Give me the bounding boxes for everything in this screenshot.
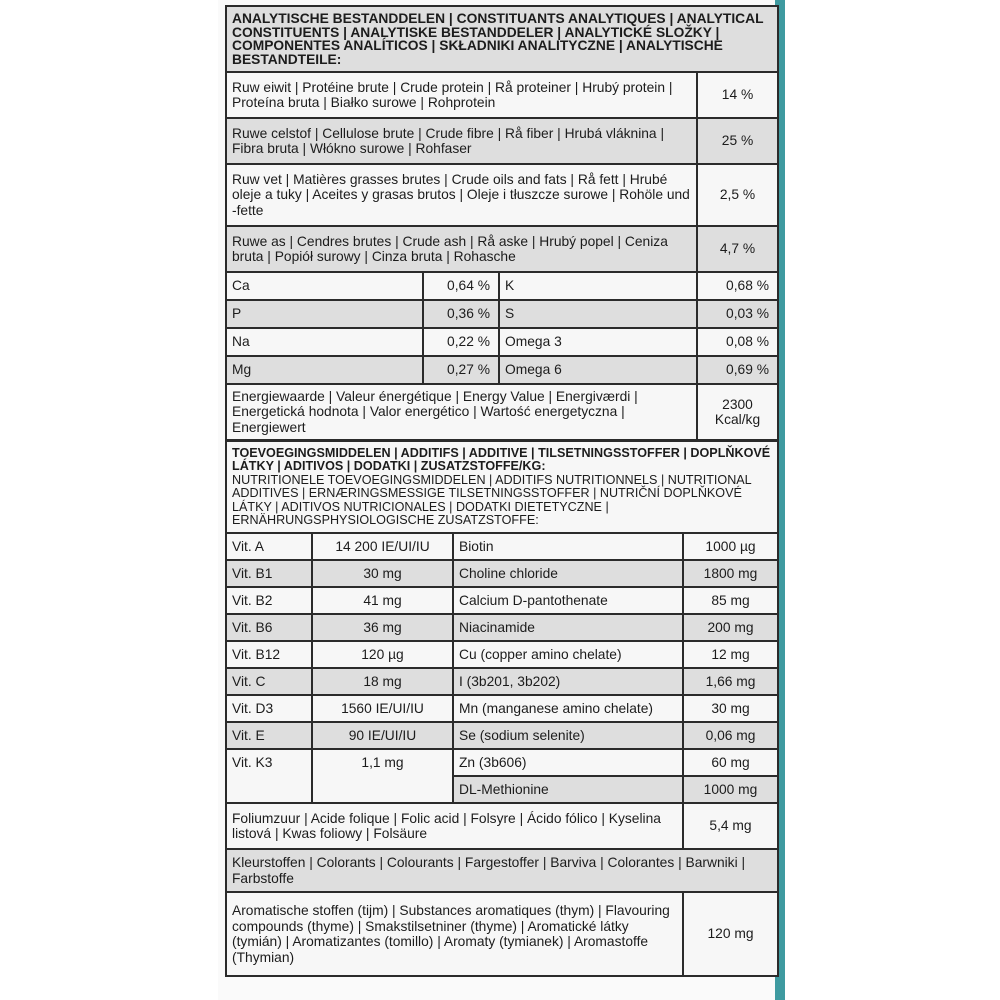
flavouring-label: Aromatische stoffen (tijm) | Substances aromatiques (thym) | Flavouring compounds (thyme) | Smakstilsetniner (thyme) | Aromatické látky (tymián) | Aromatizantes (tomillo) | Aromaty (tymianek) | Aromastoffe (Thymian)	[226, 892, 683, 976]
methionine-label: DL-Methionine	[453, 776, 683, 803]
mineral-label: P	[226, 300, 423, 328]
mineral-value: 0,64 %	[423, 272, 499, 300]
mineral-value: 0,68 %	[697, 272, 778, 300]
analytical-constituents-table	[225, 5, 779, 441]
nutrient-label: Mn (manganese amino chelate)	[453, 695, 683, 722]
protein-label: Ruw eiwit | Protéine brute | Crude protein | Rå proteiner | Hrubý protein | Proteína bruta | Białko surowe | Rohprotein	[226, 72, 697, 118]
vitamin-value: 30 mg	[312, 560, 453, 587]
vitamin-label: Vit. D3	[226, 695, 312, 722]
nutrient-value: 12 mg	[683, 641, 778, 668]
vitamin-label: Vit. A	[226, 533, 312, 560]
nutrient-label: I (3b201, 3b202)	[453, 668, 683, 695]
vitamin-value: 14 200 IE/UI/IU	[312, 533, 453, 560]
protein-value: 14 %	[697, 72, 778, 118]
nutrient-label: Calcium D-pantothenate	[453, 587, 683, 614]
fibre-value: 25 %	[697, 118, 778, 164]
mineral-value: 0,27 %	[423, 356, 499, 384]
nutrient-value: 1,66 mg	[683, 668, 778, 695]
folic-acid-value: 5,4 mg	[683, 803, 778, 849]
energy-value: 2300 Kcal/kg	[697, 384, 778, 440]
mineral-value: 0,36 %	[423, 300, 499, 328]
nutrient-label: Biotin	[453, 533, 683, 560]
vitamin-label: Vit. K3	[226, 749, 312, 776]
empty-cell	[312, 776, 453, 803]
vitamin-label: Vit. B6	[226, 614, 312, 641]
mineral-label: Na	[226, 328, 423, 356]
mineral-label: Mg	[226, 356, 423, 384]
nutrient-value: 1000 µg	[683, 533, 778, 560]
nutrient-label: Cu (copper amino chelate)	[453, 641, 683, 668]
methionine-value: 1000 mg	[683, 776, 778, 803]
mineral-label: K	[499, 272, 697, 300]
ash-label: Ruwe as | Cendres brutes | Crude ash | Rå aske | Hrubý popel | Ceniza bruta | Popiół surowy | Cinza bruta | Rohasche	[226, 226, 697, 272]
mineral-label: S	[499, 300, 697, 328]
additives-header-subtitle: NUTRITIONELE TOEVOEGINGSMIDDELEN | ADDITIFS NUTRITIONNELS | NUTRITIONAL ADDITIVES | ERNÆRINGSMESSIGE TILSETNINGSSTOFFER | NUTRIČNÍ DOPLŇKOVÉ LÁTKY | ADITIVOS NUTRICIONALES | DODATKI DIETETYCZNE | ERNÄHRUNGSPHYSIOLOGISCHE ZUSATZSTOFFE:	[232, 472, 752, 527]
vitamin-value: 18 mg	[312, 668, 453, 695]
vitamin-label: Vit. C	[226, 668, 312, 695]
nutrient-value: 0,06 mg	[683, 722, 778, 749]
additives-header	[226, 441, 778, 533]
nutrient-label: Se (sodium selenite)	[453, 722, 683, 749]
mineral-label: Ca	[226, 272, 423, 300]
mineral-label: Omega 6	[499, 356, 697, 384]
energy-label: Energiewaarde | Valeur énergétique | Energy Value | Energiværdi | Energetická hodnota | Valor energético | Wartość energetyczna | Energiewert	[226, 384, 697, 440]
vitamin-value: 120 µg	[312, 641, 453, 668]
analytical-header: ANALYTISCHE BESTANDDELEN | CONSTITUANTS ANALYTIQUES | ANALYTICAL CONSTITUENTS | ANALYTISKE BESTANDDELER | ANALYTICKÉ SLOŽKY | COMPONENTES ANALÍTICOS | SKŁADNIKI ANALITYCZNE | ANALYTISCHE BESTANDTEILE:	[226, 6, 778, 72]
vitamin-value: 1,1 mg	[312, 749, 453, 776]
nutrient-label: Zn (3b606)	[453, 749, 683, 776]
vitamin-value: 41 mg	[312, 587, 453, 614]
flavouring-value: 120 mg	[683, 892, 778, 976]
vitamin-value: 36 mg	[312, 614, 453, 641]
mineral-label: Omega 3	[499, 328, 697, 356]
fibre-label: Ruwe celstof | Cellulose brute | Crude fibre | Rå fiber | Hrubá vláknina | Fibra bruta | Włókno surowe | Rohfaser	[226, 118, 697, 164]
nutrient-value: 85 mg	[683, 587, 778, 614]
nutrient-value: 200 mg	[683, 614, 778, 641]
mineral-value: 0,69 %	[697, 356, 778, 384]
empty-cell	[226, 776, 312, 803]
folic-acid-label: Foliumzuur | Acide folique | Folic acid | Folsyre | Ácido fólico | Kyselina listová | Kwas foliowy | Folsäure	[226, 803, 683, 849]
additives-header-title: TOEVOEGINGSMIDDELEN | ADDITIFS | ADDITIVE | TILSETNINGSSTOFFER | DOPLŇKOVÉ LÁTKY | ADITIVOS | DODATKI | ZUSATZSTOFFE/KG:	[232, 445, 771, 473]
nutrient-value: 1800 mg	[683, 560, 778, 587]
vitamin-label: Vit. B1	[226, 560, 312, 587]
additives-table	[225, 440, 779, 977]
vitamin-value: 1560 IE/UI/IU	[312, 695, 453, 722]
vitamin-label: Vit. E	[226, 722, 312, 749]
vitamin-value: 90 IE/UI/IU	[312, 722, 453, 749]
vitamin-label: Vit. B2	[226, 587, 312, 614]
nutrient-label: Niacinamide	[453, 614, 683, 641]
mineral-value: 0,08 %	[697, 328, 778, 356]
nutrient-label: Choline chloride	[453, 560, 683, 587]
background-edge	[785, 0, 1000, 1000]
fat-label: Ruw vet | Matières grasses brutes | Crude oils and fats | Rå fett | Hrubé oleje a tuky | Aceites y grasas brutos | Oleje i tłuszcze surowe | Rohöle und -fette	[226, 164, 697, 226]
mineral-value: 0,03 %	[697, 300, 778, 328]
mineral-value: 0,22 %	[423, 328, 499, 356]
colorants-label: Kleurstoffen | Colorants | Colourants | Fargestoffer | Barviva | Colorantes | Barwniki | Farbstoffe	[226, 849, 778, 892]
fat-value: 2,5 %	[697, 164, 778, 226]
nutrient-value: 30 mg	[683, 695, 778, 722]
nutrient-value: 60 mg	[683, 749, 778, 776]
ash-value: 4,7 %	[697, 226, 778, 272]
vitamin-label: Vit. B12	[226, 641, 312, 668]
